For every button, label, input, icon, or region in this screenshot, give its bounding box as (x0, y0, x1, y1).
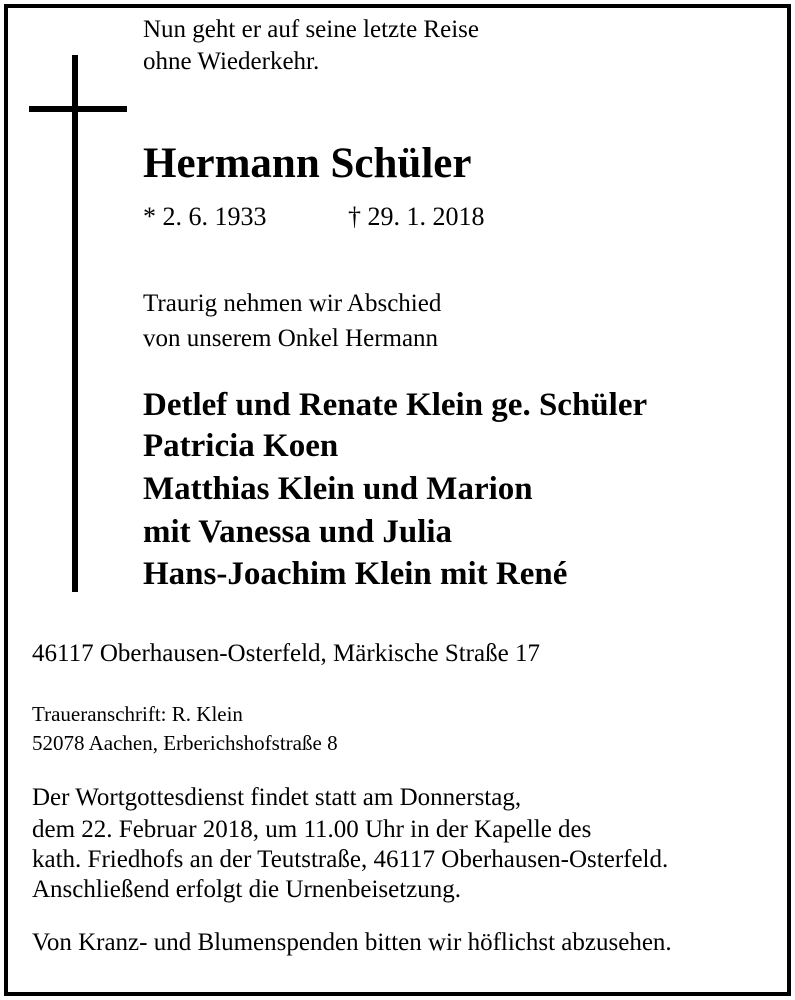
service-line: dem 22. Februar 2018, um 11.00 Uhr in der Kapelle des (32, 816, 592, 843)
service-line: Anschließend erfolgt die Urnenbeisetzung. (32, 876, 462, 903)
mourner-line: Matthias Klein und Marion (143, 471, 533, 507)
farewell-line: Traurig nehmen wir Abschied (143, 290, 442, 317)
mourner-line: Hans-Joachim Klein mit René (143, 556, 568, 592)
mourner-line: mit Vanessa und Julia (143, 514, 453, 550)
farewell-line: von unserem Onkel Hermann (143, 325, 439, 352)
deceased-name: Hermann Schüler (143, 140, 472, 187)
service-line: kath. Friedhofs an der Teutstraße, 46117 Oberhausen-Osterfeld. (32, 846, 669, 873)
intro-line: ohne Wiederkehr. (143, 48, 320, 75)
mourning-address-line: Traueranschrift: R. Klein (32, 702, 243, 726)
service-line: Der Wortgottesdienst findet statt am Donnerstag, (32, 784, 522, 811)
family-address: 46117 Oberhausen-Osterfeld, Märkische Straße 17 (32, 640, 540, 667)
mourning-address-line: 52078 Aachen, Erberichshofstraße 8 (32, 731, 338, 755)
cross-vertical-bar (72, 55, 78, 592)
cross-horizontal-bar (29, 106, 127, 112)
birth-date: * 2. 6. 1933 (143, 202, 267, 231)
intro-line: Nun geht er auf seine letzte Reise (143, 16, 479, 43)
mourner-line: Patricia Koen (143, 428, 339, 464)
mourner-line: Detlef und Renate Klein ge. Schüler (143, 387, 648, 423)
death-date: † 29. 1. 2018 (348, 202, 485, 231)
closing-note: Von Kranz- und Blumenspenden bitten wir höflichst abzusehen. (32, 929, 672, 956)
